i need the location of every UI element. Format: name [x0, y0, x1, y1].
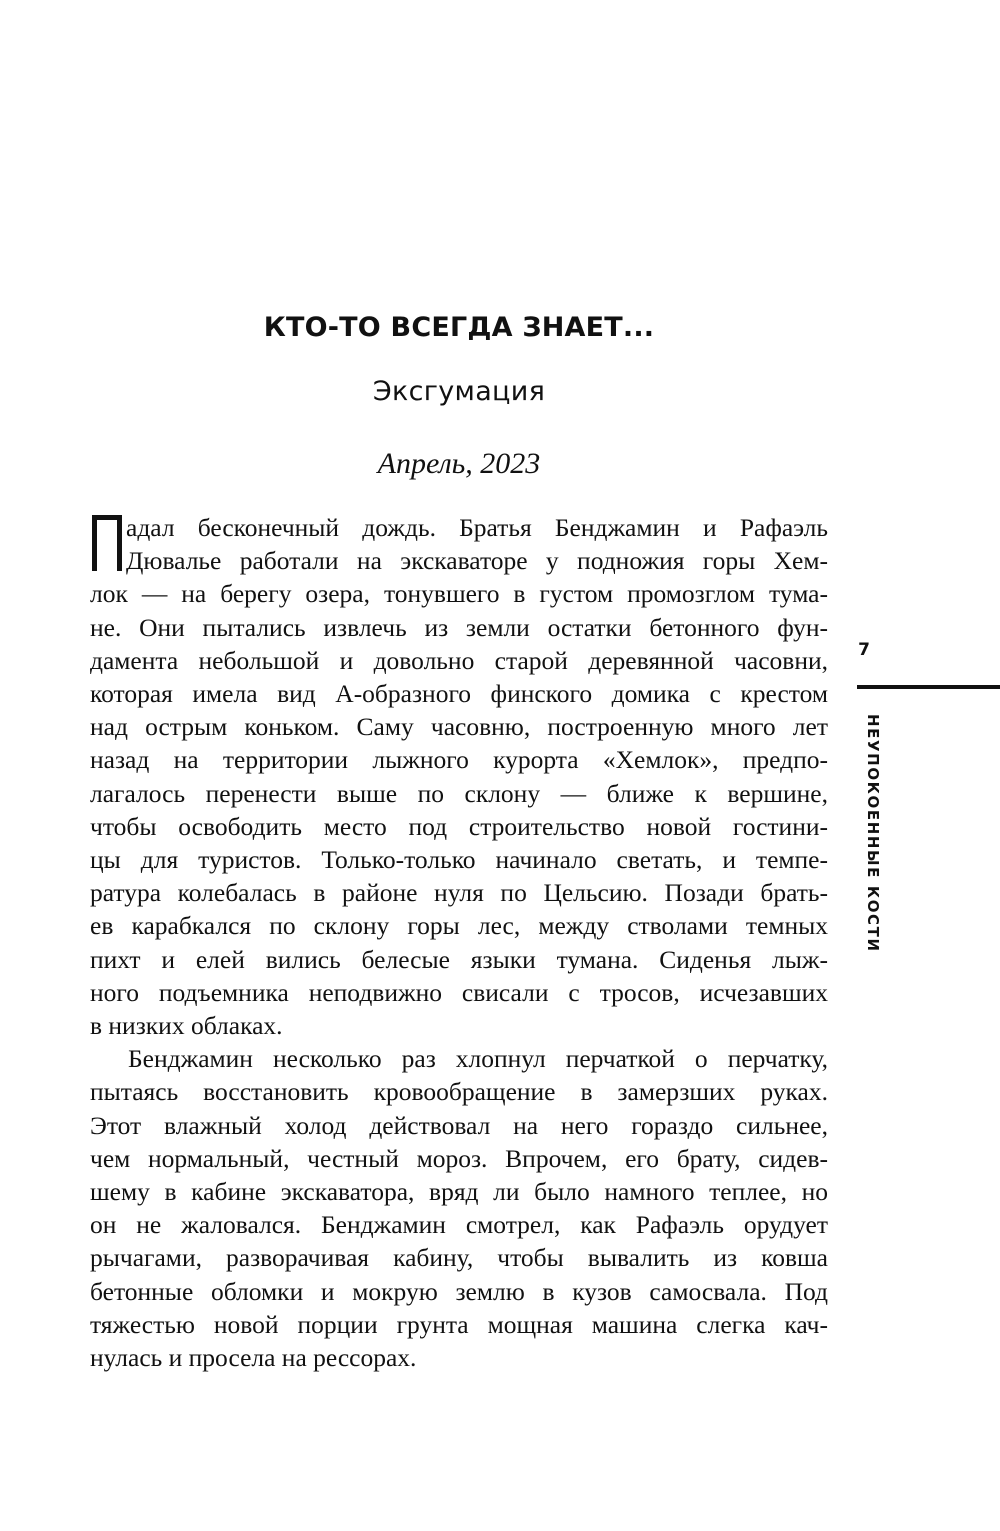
text-line: лок — на берегу озера, тонувшего в густом промозглом тума-: [90, 579, 828, 609]
text-line: адал бесконечный дождь. Братья Бенджамин и Рафаэль: [126, 513, 828, 542]
text-line: рычагами, разворачивая кабину, чтобы вывалить из ковша: [90, 1243, 828, 1273]
running-book-title: НЕУПОКОЕННЫЕ КОСТИ: [864, 714, 882, 953]
text-line: назад на территории лыжного курорта «Хемлок», предпо-: [90, 745, 828, 775]
text-line: Дювалье работали на экскаваторе у подножия горы Хем-: [126, 546, 828, 576]
folio-rule: [857, 685, 1000, 689]
text-line: не. Они пытались извлечь из земли остатки бетонного фун-: [90, 612, 828, 642]
text-line: бетонные обломки и мокрую землю в кузов самосвала. Под: [90, 1276, 828, 1306]
text-line: которая имела вид А-образного финского домика с крестом: [90, 679, 828, 709]
body-text: [90, 511, 828, 1374]
page-number: 7: [858, 640, 870, 660]
text-line: ев карабкался по склону горы лес, между стволами темных: [90, 911, 828, 941]
text-line: лагалось перенести выше по склону — ближе к вершине,: [90, 778, 828, 808]
text-line: над острым коньком. Саму часовню, построенную много лет: [90, 712, 828, 742]
text-line: он не жаловался. Бенджамин смотрел, как Рафаэль орудует: [90, 1210, 828, 1240]
text-line: в низких облаках.: [90, 1011, 283, 1041]
text-line: пихт и елей вились белесые языки тумана. Сиденья лыж-: [90, 944, 828, 974]
text-line: шему в кабине экскаватора, вряд ли было намного теплее, но: [90, 1177, 828, 1207]
text-line: тяжестью новой порции грунта мощная машина слегка кач-: [90, 1309, 828, 1339]
text-line: нулась и просела на рессорах.: [90, 1343, 417, 1373]
text-line: чем нормальный, честный мороз. Впрочем, его брату, сидев-: [90, 1143, 828, 1173]
text-line: Бенджамин несколько раз хлопнул перчаткой о перчатку,: [128, 1044, 828, 1074]
text-line: чтобы освободить место под строительство новой гостини-: [90, 811, 828, 841]
text-line: дамента небольшой и довольно старой деревянной часовни,: [90, 645, 828, 675]
section-title: Эксгумация: [372, 376, 546, 407]
text-line: ратура колебалась в районе нуля по Цельсию. Позади брать-: [90, 878, 828, 908]
chapter-date: Апрель, 2023: [377, 447, 541, 480]
text-line: ного подъемника неподвижно свисали с тросов, исчезавших: [90, 977, 828, 1007]
chapter-title: КТО-ТО ВСЕГДА ЗНАЕТ...: [263, 312, 655, 343]
text-line: Этот влажный холод действовал на него гораздо сильнее,: [90, 1110, 828, 1140]
text-line: пытаясь восстановить кровообращение в замерзших руках.: [90, 1077, 828, 1107]
text-line: цы для туристов. Только-только начинало светать, и темпе-: [90, 845, 828, 875]
